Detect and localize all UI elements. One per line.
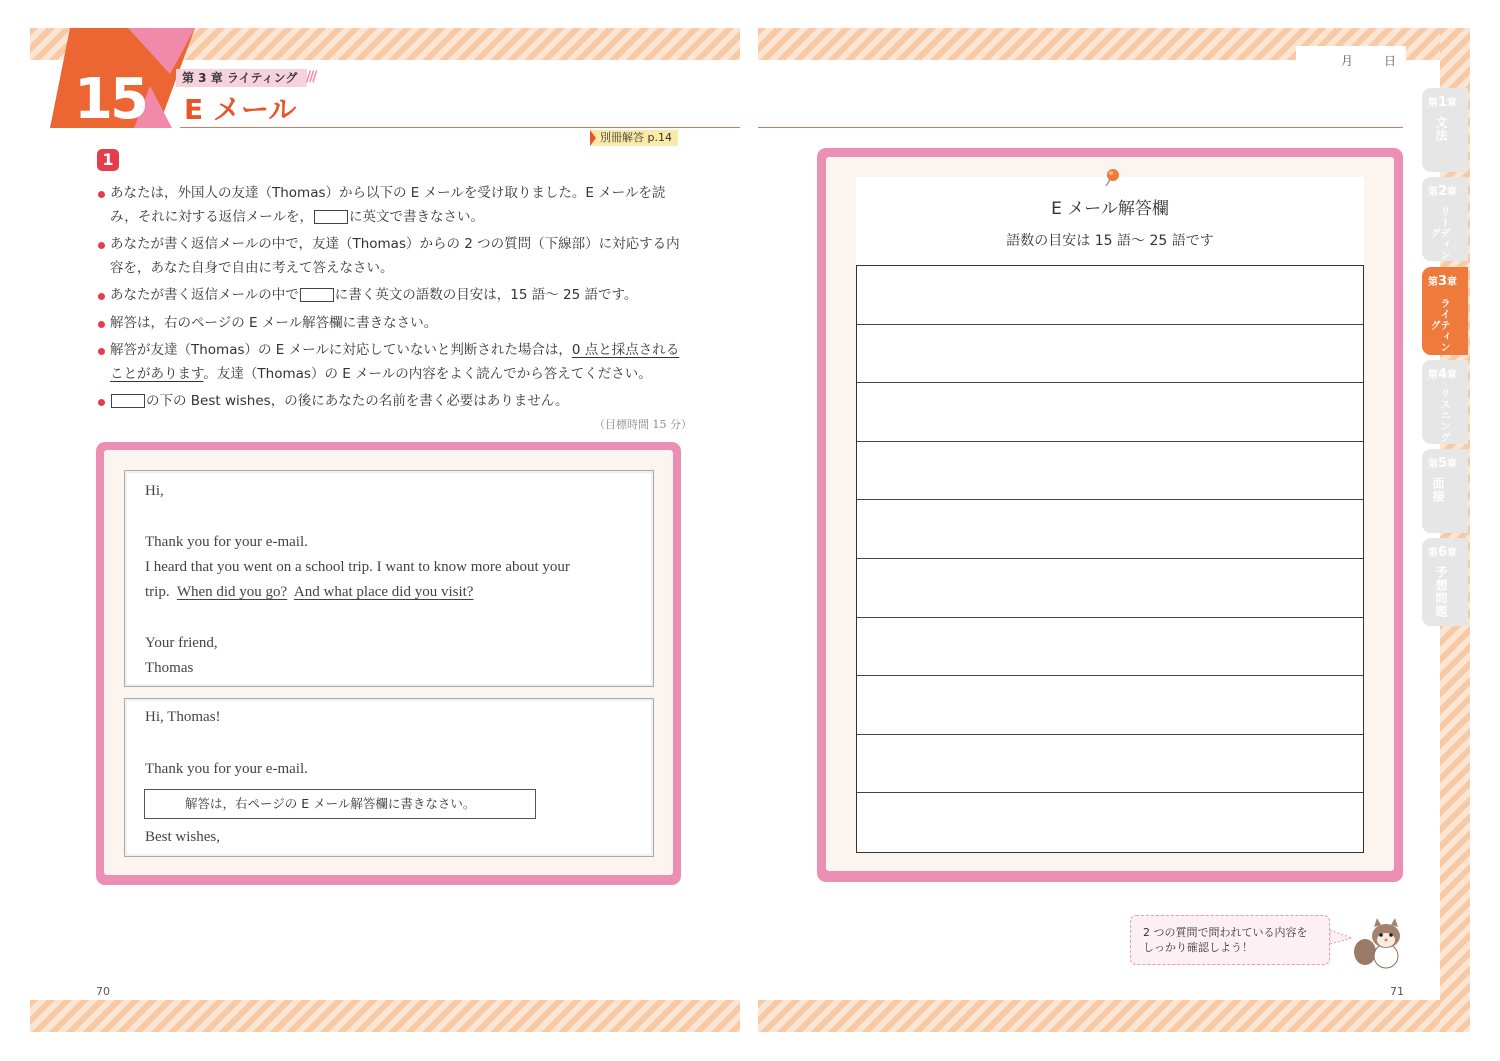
answer-grid[interactable] (856, 265, 1364, 853)
tab-chapter-5[interactable]: 第5章 面接 (1422, 449, 1468, 533)
page-number-right: 71 (1390, 985, 1404, 998)
instruction-item: 解答は，右のページの E メール解答欄に書きなさい。 (97, 312, 687, 336)
answer-line[interactable] (857, 500, 1363, 559)
blank-box-icon (314, 210, 348, 224)
answer-line[interactable] (857, 559, 1363, 618)
tab-chapter-2[interactable]: 第2章 リーディング (1422, 177, 1468, 261)
reply-greeting: Hi, Thomas! (145, 709, 221, 725)
email-line: trip. When did you go? And what place did you visit? (145, 584, 474, 600)
email-line: I heard that you went on a school trip. I want to know more about your (145, 559, 570, 575)
answer-area-subtitle: 語数の目安は 15 語～ 25 語です (1006, 233, 1214, 249)
instruction-item: 解答が友達（Thomas）の E メールに対応していないと判断された場合は，0 点と採点されることがあります。友達（Thomas）の E メールの内容をよく読んでから答えてください。 (97, 339, 687, 386)
tab-label: 文法 (1434, 116, 1448, 142)
tab-chapter-6[interactable]: 第6章 予想問題 (1422, 538, 1468, 626)
instructions-list (97, 182, 687, 418)
page-title: E メール (184, 93, 297, 126)
blank-box-icon (300, 288, 334, 302)
answer-line[interactable] (857, 676, 1363, 735)
tab-label: ライティング (1428, 297, 1449, 353)
tip-line: 2 つの質問で問われている内容を (1143, 926, 1308, 939)
instruction-item: あなたが書く返信メールの中で に書く英文の語数の目安は，15 語～ 25 語です。 (97, 284, 687, 308)
tab-chapter-1[interactable]: 第1章 文法 (1422, 88, 1468, 172)
date-month: 月 (1341, 54, 1354, 68)
answer-line[interactable] (857, 735, 1363, 794)
tip-bubble (1130, 915, 1330, 965)
header-rule-right (758, 127, 1403, 128)
answer-reference: 別冊解答 p.14 (590, 130, 678, 146)
question-2: And what place did you visit? (293, 584, 474, 600)
email-closing: Your friend, (145, 635, 218, 651)
answer-line[interactable] (857, 618, 1363, 677)
lesson-number-badge (50, 28, 195, 128)
tab-chapter-4[interactable]: 第4章 リスニング (1422, 360, 1468, 444)
question-1: When did you go? (176, 584, 288, 600)
reply-line: Thank you for your e-mail. (145, 761, 308, 777)
answer-line[interactable] (857, 383, 1363, 442)
date-day: 日 (1384, 54, 1397, 68)
page-number-left: 70 (96, 985, 110, 998)
chapter-label: 第 3 章 ライティング (176, 69, 307, 87)
instruction-item: の下の Best wishes，の後にあなたの名前を書く必要はありません。 (97, 390, 687, 414)
instruction-item: あなたが書く返信メールの中で，友達（Thomas）からの 2 つの質問（下線部）に対応する内容を，あなた自身で自由に考えて答えなさい。 (97, 233, 687, 280)
tab-chapter-3[interactable]: 第3章 ライティング (1422, 267, 1468, 355)
reply-closing: Best wishes, (145, 829, 220, 845)
pushpin-icon (1098, 166, 1124, 192)
answer-line[interactable] (857, 266, 1363, 325)
answer-line[interactable] (857, 325, 1363, 384)
header-rule-left (180, 127, 740, 128)
instruction-item: あなたは，外国人の友達（Thomas）から以下の E メールを受け取りました。E メールを読み，それに対する返信メールを， に英文で書きなさい。 (97, 182, 687, 229)
bottom-stripe-right (758, 1000, 1470, 1032)
tab-label: リスニング (1438, 388, 1449, 443)
answer-line[interactable] (857, 442, 1363, 501)
squirrel-mascot-icon (1330, 912, 1408, 972)
lesson-number: 15 (74, 67, 146, 128)
answer-area-title: E メール解答欄 (1051, 199, 1169, 219)
blank-box-icon (111, 394, 145, 408)
tab-label: 予想問題 (1434, 566, 1448, 618)
tab-label: 面接 (1431, 477, 1445, 503)
reply-answer-note: 解答は，右ページの E メール解答欄に書きなさい。 (144, 789, 536, 819)
email-line: Thank you for your e-mail. (145, 534, 308, 550)
chapter-slashes-decoration: /// (306, 69, 316, 85)
question-number: 1 (97, 149, 119, 171)
received-email (124, 470, 654, 687)
tab-label: リーディング (1428, 205, 1449, 261)
email-greeting: Hi, (145, 483, 164, 499)
bottom-stripe-left (30, 1000, 740, 1032)
answer-line[interactable] (857, 793, 1363, 852)
target-time: （目標時間 15 分） (594, 418, 692, 431)
email-sender: Thomas (145, 660, 194, 676)
reply-email (124, 698, 654, 857)
tip-line: しっかり確認しよう！ (1143, 941, 1253, 954)
